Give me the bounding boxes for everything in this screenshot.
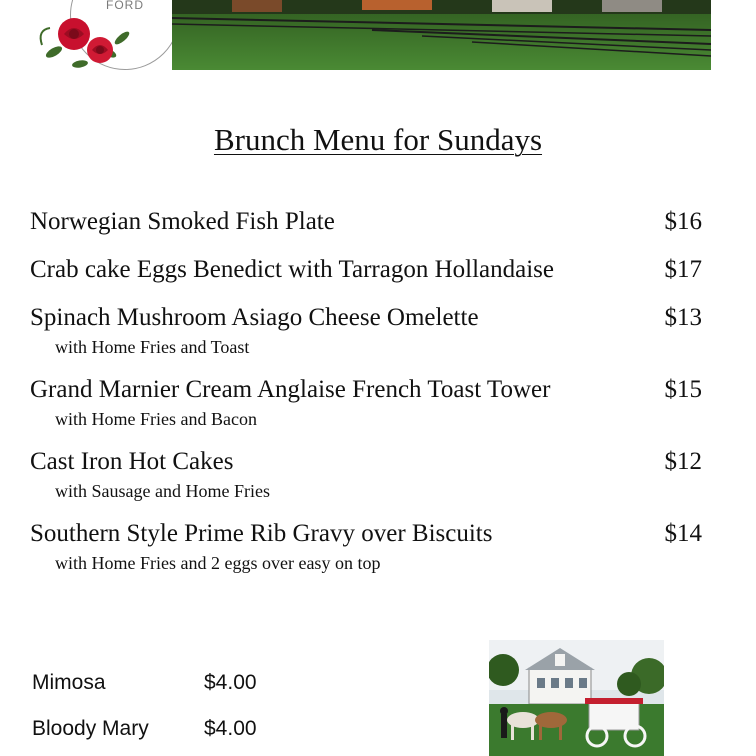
menu-item (30, 516, 702, 574)
header-photo (172, 0, 711, 70)
farm-landscape-image (172, 0, 711, 70)
menu-item-name: Crab cake Eggs Benedict with Tarragon Hollandaise (30, 256, 555, 283)
menu-title: Brunch Menu for Sundays (213, 122, 543, 157)
menu-item-name: Southern Style Prime Rib Gravy over Biscuits (30, 520, 493, 547)
roses-icon (32, 0, 142, 70)
menu-item (30, 444, 702, 502)
drinks-list (32, 660, 332, 752)
menu-list (30, 204, 702, 574)
drink-item (32, 706, 332, 752)
menu-item-description: with Home Fries and Bacon (55, 409, 257, 429)
drink-name: Mimosa (32, 671, 106, 694)
menu-item (30, 372, 702, 430)
menu-item-price: $16 (664, 208, 702, 235)
logo (22, 0, 162, 70)
menu-item (30, 252, 702, 288)
carriage-photo (489, 640, 664, 756)
horse-carriage-image (489, 640, 664, 756)
menu-item-name: Spinach Mushroom Asiago Cheese Omelette (30, 304, 479, 331)
menu-item (30, 300, 702, 358)
menu-item-price: $13 (664, 304, 702, 331)
drink-name: Bloody Mary (32, 717, 149, 740)
menu-item-description: with Home Fries and 2 eggs over easy on top (55, 553, 381, 573)
menu-item-price: $14 (664, 520, 702, 547)
logo-text: FORD (106, 0, 144, 12)
menu-item-name: Cast Iron Hot Cakes (30, 448, 234, 475)
drink-price: $4.00 (204, 671, 257, 694)
menu-item-price: $17 (664, 256, 702, 283)
menu-item-name: Grand Marnier Cream Anglaise French Toast Tower (30, 376, 551, 403)
menu-item-price: $15 (664, 376, 702, 403)
menu-item (30, 204, 702, 240)
menu-item-description: with Sausage and Home Fries (55, 481, 270, 501)
menu-item-name: Norwegian Smoked Fish Plate (30, 208, 335, 235)
drink-price: $4.00 (204, 717, 257, 740)
drink-item (32, 660, 332, 706)
menu-item-price: $12 (664, 448, 702, 475)
menu-item-description: with Home Fries and Toast (55, 337, 250, 357)
